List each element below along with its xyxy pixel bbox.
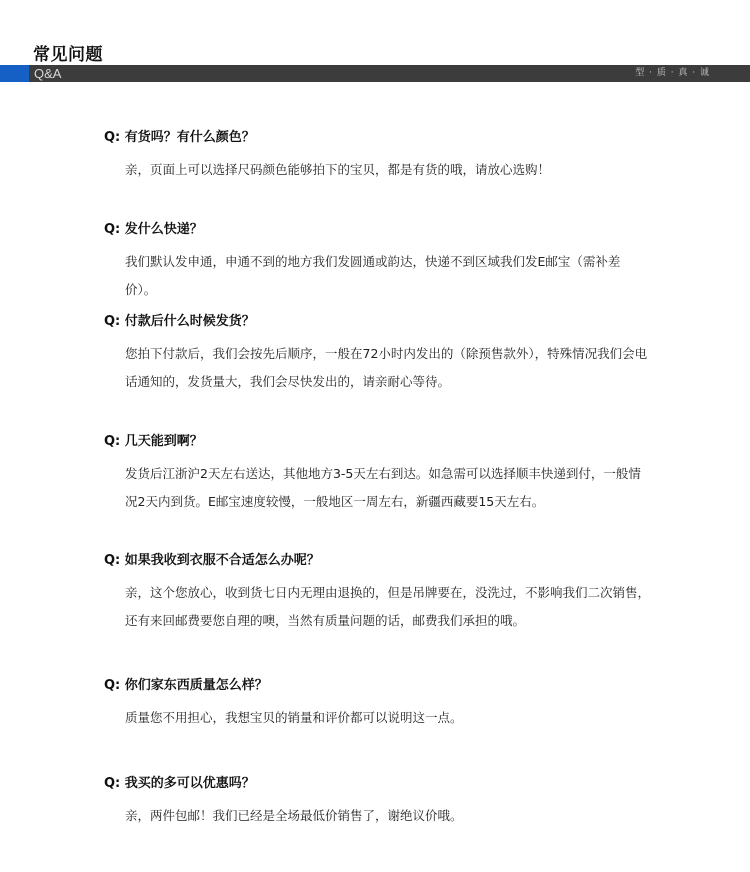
header-accent-block [0,65,29,82]
faq-answer: 亲，两件包邮！我们已经是全场最低价销售了，谢绝议价哦。 [125,808,463,823]
faq-question: Q: 发什么快递？ [104,222,203,237]
faq-item [104,677,664,732]
faq-item [104,221,664,304]
faq-item [104,313,664,396]
faq-question: Q: 几天能到啊？ [104,434,203,449]
faq-question: Q: 你们家东西质量怎么样？ [104,678,268,693]
page-title: 常见问题 [33,45,103,65]
faq-item [104,129,664,184]
faq-answer: 我们默认发申通，申通不到的地方我们发圆通或韵达，快递不到区域我们发E邮宝（需补差价）。 [125,254,621,297]
faq-item [104,775,664,830]
faq-question: Q: 付款后什么时候发货？ [104,314,255,329]
faq-answer: 亲，这个您放心，收到货七日内无理由退换的，但是吊牌要在，没洗过，不影响我们二次销售，还有来回邮费要您自理的噢，当然有质量问题的话，邮费我们承担的哦。 [125,585,651,628]
faq-question: Q: 我买的多可以优惠吗？ [104,776,255,791]
header-subtitle: Q&A [34,66,62,81]
faq-answer: 您拍下付款后，我们会按先后顺序，一般在72小时内发出的（除预售款外），特殊情况我们会电话通知的，发货量大，我们会尽快发出的，请亲耐心等待。 [125,346,648,389]
faq-item [104,552,664,635]
faq-question: Q: 如果我收到衣服不合适怎么办呢？ [104,553,320,568]
faq-item [104,433,664,516]
header-tagline: 型 · 质 · 真 · 诚 [635,68,710,78]
faq-answer: 质量您不用担心，我想宝贝的销量和评价都可以说明这一点。 [125,710,463,725]
faq-answer: 发货后江浙沪2天左右送达，其他地方3-5天左右到达。如急需可以选择顺丰快递到付，一般情况2天内到货。E邮宝速度较慢，一般地区一周左右，新疆西藏要15天左右。 [125,466,641,509]
faq-question: Q: 有货吗？有什么颜色？ [104,130,255,145]
header-bar [0,65,750,82]
faq-answer: 亲，页面上可以选择尺码颜色能够拍下的宝贝，都是有货的哦，请放心选购！ [125,162,551,177]
